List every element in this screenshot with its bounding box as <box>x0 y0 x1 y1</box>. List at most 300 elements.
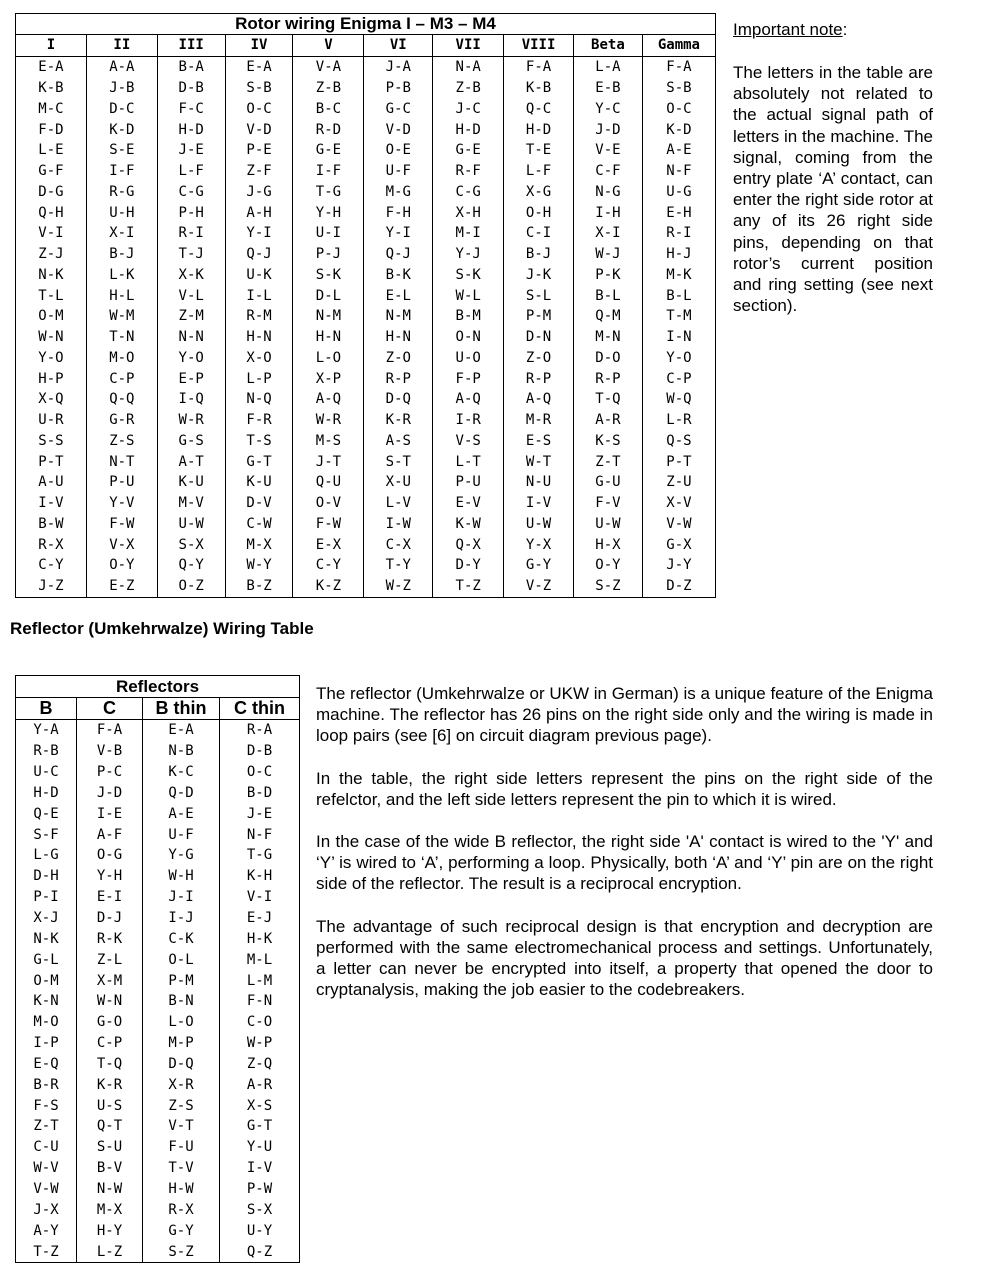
reflector-wiring-cell: N-F <box>220 824 300 845</box>
reflector-wiring-cell: W-V <box>16 1158 77 1179</box>
reflector-wiring-cell: D-H <box>16 866 77 887</box>
reflector-wiring-cell: M-P <box>143 1033 220 1054</box>
rotor-wiring-cell: U-O <box>433 348 504 369</box>
rotor-wiring-cell: D-Z <box>642 576 715 597</box>
rotor-wiring-cell: O-V <box>293 493 364 514</box>
reflector-wiring-cell: S-F <box>16 824 77 845</box>
rotor-wiring-cell: N-M <box>364 306 433 327</box>
rotor-wiring-cell: B-W <box>16 514 87 535</box>
rotor-wiring-cell: T-Z <box>433 576 504 597</box>
reflector-wiring-cell: S-Z <box>143 1241 220 1262</box>
reflector-wiring-cell: B-R <box>16 1074 77 1095</box>
reflector-wiring-cell: I-V <box>220 1158 300 1179</box>
reflector-wiring-cell: V-I <box>220 887 300 908</box>
reflector-wiring-cell: X-R <box>143 1074 220 1095</box>
rotor-wiring-cell: U-W <box>573 514 642 535</box>
rotor-wiring-cell: M-S <box>293 431 364 452</box>
rotor-wiring-cell: D-C <box>86 99 157 120</box>
rotor-wiring-cell: X-Q <box>16 389 87 410</box>
rotor-wiring-cell: E-A <box>16 57 87 78</box>
reflector-wiring-cell: O-L <box>143 949 220 970</box>
rotor-wiring-cell: I-W <box>364 514 433 535</box>
rotor-wiring-cell: J-K <box>504 265 574 286</box>
rotor-wiring-cell: X-G <box>504 182 574 203</box>
table-row <box>16 720 300 741</box>
rotor-wiring-cell: V-E <box>573 140 642 161</box>
rotor-wiring-cell: R-P <box>573 368 642 389</box>
rotor-wiring-cell: B-Z <box>225 576 293 597</box>
reflector-description <box>316 683 933 1021</box>
reflector-wiring-cell: K-C <box>143 762 220 783</box>
reflector-wiring-cell: M-X <box>77 1199 143 1220</box>
reflector-wiring-cell: D-J <box>77 908 143 929</box>
rotor-wiring-cell: U-W <box>504 514 574 535</box>
reflector-wiring-cell: J-X <box>16 1199 77 1220</box>
rotor-wiring-cell: X-O <box>225 348 293 369</box>
rotor-wiring-cell: Y-I <box>364 223 433 244</box>
rotor-wiring-cell: Z-F <box>225 161 293 182</box>
table-row <box>16 431 716 452</box>
rotor-wiring-cell: W-Z <box>364 576 433 597</box>
rotor-wiring-cell: S-L <box>504 285 574 306</box>
rotor-wiring-cell: U-H <box>86 202 157 223</box>
rotor-wiring-cell: G-T <box>225 451 293 472</box>
reflector-wiring-cell: Q-T <box>77 1116 143 1137</box>
rotor-wiring-cell: Z-U <box>642 472 715 493</box>
rotor-wiring-cell: K-B <box>16 78 87 99</box>
rotor-wiring-cell: G-R <box>86 410 157 431</box>
rotor-wiring-cell: Y-O <box>16 348 87 369</box>
rotor-wiring-cell: E-P <box>157 368 225 389</box>
reflector-wiring-cell: C-K <box>143 928 220 949</box>
rotor-wiring-cell: S-B <box>642 78 715 99</box>
rotor-wiring-cell: U-W <box>157 514 225 535</box>
rotor-wiring-cell: H-N <box>364 327 433 348</box>
table-row <box>16 1220 300 1241</box>
reflector-wiring-cell: N-B <box>143 741 220 762</box>
rotor-wiring-cell: Q-Q <box>86 389 157 410</box>
rotor-wiring-cell: T-M <box>642 306 715 327</box>
rotor-wiring-cell: W-M <box>86 306 157 327</box>
rotor-wiring-cell: C-P <box>86 368 157 389</box>
rotor-wiring-cell: O-Y <box>573 555 642 576</box>
reflector-wiring-cell: R-A <box>220 720 300 741</box>
rotor-wiring-cell: T-G <box>293 182 364 203</box>
rotor-wiring-cell: K-Z <box>293 576 364 597</box>
table-row <box>16 182 716 203</box>
rotor-wiring-cell: D-L <box>293 285 364 306</box>
rotor-wiring-cell: G-E <box>293 140 364 161</box>
reflector-wiring-cell: B-D <box>220 783 300 804</box>
reflector-wiring-cell: G-Y <box>143 1220 220 1241</box>
rotor-wiring-cell: O-C <box>642 99 715 120</box>
reflector-wiring-cell: M-O <box>16 1012 77 1033</box>
rotor-wiring-cell: I-V <box>16 493 87 514</box>
reflector-column-header: B <box>16 698 77 720</box>
table-row <box>16 327 716 348</box>
rotor-wiring-cell: A-A <box>86 57 157 78</box>
rotor-wiring-cell: P-U <box>433 472 504 493</box>
reflector-wiring-cell: T-Z <box>16 1241 77 1262</box>
rotor-wiring-cell: P-B <box>364 78 433 99</box>
rotor-wiring-cell: K-B <box>504 78 574 99</box>
reflector-wiring-cell: T-G <box>220 845 300 866</box>
reflector-wiring-cell: P-I <box>16 887 77 908</box>
table-row <box>16 1137 300 1158</box>
reflector-wiring-cell: S-U <box>77 1137 143 1158</box>
rotor-wiring-cell: Q-M <box>573 306 642 327</box>
rotor-wiring-cell: C-G <box>157 182 225 203</box>
table-row <box>16 1158 300 1179</box>
reflector-wiring-cell: J-E <box>220 803 300 824</box>
reflector-section-heading: Reflector (Umkehrwalze) Wiring Table <box>10 619 314 638</box>
rotor-wiring-cell: I-F <box>293 161 364 182</box>
reflector-wiring-cell: P-W <box>220 1179 300 1200</box>
rotor-wiring-cell: K-D <box>642 119 715 140</box>
rotor-wiring-cell: D-G <box>16 182 87 203</box>
reflector-wiring-cell: E-Q <box>16 1054 77 1075</box>
reflector-wiring-cell: G-T <box>220 1116 300 1137</box>
table-row <box>16 244 716 265</box>
rotor-column-header: I <box>16 35 87 57</box>
table-row <box>16 1241 300 1262</box>
rotor-wiring-cell: A-R <box>573 410 642 431</box>
reflector-wiring-cell: E-A <box>143 720 220 741</box>
reflector-wiring-cell: C-U <box>16 1137 77 1158</box>
rotor-wiring-cell: W-R <box>293 410 364 431</box>
rotor-wiring-cell: W-R <box>157 410 225 431</box>
rotor-wiring-cell: L-T <box>433 451 504 472</box>
rotor-wiring-cell: J-T <box>293 451 364 472</box>
reflector-wiring-cell: V-T <box>143 1116 220 1137</box>
reflector-wiring-cell: G-L <box>16 949 77 970</box>
reflector-wiring-cell: T-V <box>143 1158 220 1179</box>
rotor-wiring-cell: C-Y <box>16 555 87 576</box>
rotor-wiring-cell: I-H <box>573 202 642 223</box>
rotor-wiring-cell: Z-J <box>16 244 87 265</box>
table-row <box>16 845 300 866</box>
rotor-wiring-cell: Q-Y <box>157 555 225 576</box>
rotor-wiring-table <box>15 13 716 598</box>
table-row <box>16 1179 300 1200</box>
table-row <box>16 368 716 389</box>
reflector-wiring-cell: U-Y <box>220 1220 300 1241</box>
rotor-wiring-cell: P-T <box>16 451 87 472</box>
rotor-wiring-cell: Z-O <box>504 348 574 369</box>
rotor-wiring-cell: M-K <box>642 265 715 286</box>
rotor-wiring-cell: Q-S <box>642 431 715 452</box>
rotor-wiring-cell: C-Y <box>293 555 364 576</box>
rotor-wiring-cell: C-G <box>433 182 504 203</box>
rotor-wiring-cell: S-E <box>86 140 157 161</box>
reflector-wiring-cell: V-W <box>16 1179 77 1200</box>
table-row <box>16 1074 300 1095</box>
table-row <box>16 576 716 597</box>
rotor-wiring-cell: Z-O <box>364 348 433 369</box>
rotor-wiring-cell: R-F <box>433 161 504 182</box>
reflector-wiring-cell: X-S <box>220 1095 300 1116</box>
reflector-wiring-table <box>15 675 300 1263</box>
table-row <box>16 1012 300 1033</box>
rotor-wiring-cell: V-I <box>16 223 87 244</box>
reflector-wiring-cell: O-M <box>16 970 77 991</box>
rotor-wiring-cell: G-E <box>433 140 504 161</box>
rotor-wiring-cell: K-W <box>433 514 504 535</box>
rotor-column-header: Beta <box>573 35 642 57</box>
table-row <box>16 762 300 783</box>
reflector-wiring-cell: G-O <box>77 1012 143 1033</box>
reflector-wiring-cell: Y-A <box>16 720 77 741</box>
rotor-wiring-cell: X-P <box>293 368 364 389</box>
rotor-wiring-cell: V-D <box>364 119 433 140</box>
rotor-wiring-cell: W-Q <box>642 389 715 410</box>
rotor-wiring-cell: A-T <box>157 451 225 472</box>
reflector-wiring-cell: M-L <box>220 949 300 970</box>
reflector-wiring-cell: Y-H <box>77 866 143 887</box>
reflector-wiring-cell: Q-Z <box>220 1241 300 1262</box>
table-row <box>16 78 716 99</box>
rotor-wiring-cell: A-E <box>642 140 715 161</box>
rotor-wiring-cell: N-A <box>433 57 504 78</box>
rotor-wiring-cell: A-H <box>225 202 293 223</box>
rotor-wiring-cell: N-U <box>504 472 574 493</box>
rotor-wiring-cell: L-F <box>157 161 225 182</box>
reflector-table-title: Reflectors <box>16 676 300 698</box>
rotor-wiring-cell: T-E <box>504 140 574 161</box>
important-note-title <box>733 20 847 40</box>
rotor-wiring-cell: P-E <box>225 140 293 161</box>
rotor-wiring-cell: S-B <box>225 78 293 99</box>
rotor-wiring-cell: N-G <box>573 182 642 203</box>
rotor-column-header: V <box>293 35 364 57</box>
rotor-wiring-cell: O-Z <box>157 576 225 597</box>
table-row <box>16 57 716 78</box>
rotor-wiring-cell: B-L <box>573 285 642 306</box>
table-row <box>16 928 300 949</box>
rotor-wiring-cell: D-N <box>504 327 574 348</box>
rotor-wiring-cell: J-Z <box>16 576 87 597</box>
rotor-header-row <box>16 35 716 57</box>
rotor-wiring-cell: S-S <box>16 431 87 452</box>
rotor-wiring-cell: W-N <box>16 327 87 348</box>
rotor-wiring-cell: F-W <box>293 514 364 535</box>
reflector-paragraph: The reflector (Umkehrwalze or UKW in German) is a unique feature of the Enigma machine. The reflector has 26 pins on the right side only and the wiring is made in loop pairs (see [6] on circuit diagram previous page). <box>316 684 933 746</box>
reflector-wiring-cell: Q-D <box>143 783 220 804</box>
table-row <box>16 866 300 887</box>
reflector-paragraph: The advantage of such reciprocal design is that encryption and decryption are performed with the same electromechanical process and settings. Unfortunately, a letter can never be encrypted into itself, a property that opened the door to cryptanalysis, making the job easier to the codebreakers. <box>316 916 933 1000</box>
reflector-wiring-cell: D-B <box>220 741 300 762</box>
rotor-wiring-cell: X-I <box>573 223 642 244</box>
reflector-wiring-cell: A-R <box>220 1074 300 1095</box>
reflector-wiring-cell: Z-S <box>143 1095 220 1116</box>
rotor-wiring-cell: F-C <box>157 99 225 120</box>
table-row <box>16 265 716 286</box>
table-row <box>16 1054 300 1075</box>
rotor-wiring-cell: Y-C <box>573 99 642 120</box>
reflector-wiring-cell: K-H <box>220 866 300 887</box>
table-row <box>16 991 300 1012</box>
rotor-wiring-cell: S-K <box>433 265 504 286</box>
rotor-wiring-cell: F-W <box>86 514 157 535</box>
rotor-wiring-cell: Z-B <box>293 78 364 99</box>
reflector-wiring-cell: I-E <box>77 803 143 824</box>
rotor-wiring-cell: Y-V <box>86 493 157 514</box>
reflector-wiring-cell: U-S <box>77 1095 143 1116</box>
table-row <box>16 783 300 804</box>
table-row <box>16 472 716 493</box>
reflector-wiring-cell: H-K <box>220 928 300 949</box>
rotor-column-header: VI <box>364 35 433 57</box>
table-row <box>16 803 300 824</box>
rotor-wiring-cell: R-M <box>225 306 293 327</box>
rotor-wiring-cell: M-R <box>504 410 574 431</box>
rotor-wiring-cell: Z-M <box>157 306 225 327</box>
rotor-wiring-cell: A-S <box>364 431 433 452</box>
rotor-wiring-cell: I-F <box>86 161 157 182</box>
rotor-wiring-cell: H-P <box>16 368 87 389</box>
table-row <box>16 306 716 327</box>
rotor-wiring-cell: D-Q <box>364 389 433 410</box>
rotor-wiring-cell: L-R <box>642 410 715 431</box>
rotor-wiring-cell: O-C <box>225 99 293 120</box>
rotor-wiring-cell: P-H <box>157 202 225 223</box>
rotor-wiring-cell: Z-T <box>573 451 642 472</box>
rotor-wiring-cell: T-S <box>225 431 293 452</box>
reflector-wiring-cell: A-Y <box>16 1220 77 1241</box>
rotor-wiring-cell: W-J <box>573 244 642 265</box>
rotor-wiring-cell: S-T <box>364 451 433 472</box>
rotor-wiring-cell: F-H <box>364 202 433 223</box>
table-row <box>16 887 300 908</box>
rotor-wiring-cell: N-K <box>16 265 87 286</box>
rotor-wiring-cell: T-L <box>16 285 87 306</box>
reflector-wiring-cell: K-R <box>77 1074 143 1095</box>
rotor-wiring-cell: N-T <box>86 451 157 472</box>
reflector-wiring-cell: H-Y <box>77 1220 143 1241</box>
reflector-wiring-cell: Y-G <box>143 845 220 866</box>
rotor-wiring-cell: E-V <box>433 493 504 514</box>
rotor-wiring-cell: Q-C <box>504 99 574 120</box>
rotor-wiring-cell: U-I <box>293 223 364 244</box>
rotor-wiring-cell: C-I <box>504 223 574 244</box>
rotor-wiring-cell: A-Q <box>293 389 364 410</box>
rotor-wiring-cell: D-O <box>573 348 642 369</box>
rotor-wiring-cell: J-G <box>225 182 293 203</box>
reflector-wiring-cell: B-N <box>143 991 220 1012</box>
rotor-wiring-cell: N-N <box>157 327 225 348</box>
important-note-title-suffix: : <box>842 20 848 39</box>
reflector-paragraph: In the case of the wide B reflector, the right side 'A' contact is wired to the 'Y' and ‘Y’ is wired to ‘A’, performing a loop. Physically, both ‘A’ and ‘Y’ pin are on the right side of the reflector. The result is a reciprocal encryption. <box>316 832 933 894</box>
rotor-wiring-cell: B-M <box>433 306 504 327</box>
rotor-wiring-cell: M-O <box>86 348 157 369</box>
rotor-wiring-cell: V-W <box>642 514 715 535</box>
reflector-wiring-cell: P-M <box>143 970 220 991</box>
rotor-wiring-cell: L-V <box>364 493 433 514</box>
rotor-wiring-cell: T-N <box>86 327 157 348</box>
rotor-wiring-cell: G-F <box>16 161 87 182</box>
rotor-wiring-cell: Y-O <box>642 348 715 369</box>
rotor-wiring-cell: Y-O <box>157 348 225 369</box>
rotor-wiring-cell: B-A <box>157 57 225 78</box>
rotor-wiring-cell: S-Z <box>573 576 642 597</box>
rotor-wiring-cell: O-H <box>504 202 574 223</box>
rotor-wiring-cell: O-Y <box>86 555 157 576</box>
rotor-wiring-cell: J-D <box>573 119 642 140</box>
rotor-wiring-cell: E-S <box>504 431 574 452</box>
table-row <box>16 741 300 762</box>
reflector-wiring-cell: L-G <box>16 845 77 866</box>
reflector-wiring-cell: E-J <box>220 908 300 929</box>
reflector-wiring-cell: R-X <box>143 1199 220 1220</box>
reflector-wiring-cell: E-I <box>77 887 143 908</box>
rotor-wiring-cell: H-X <box>573 534 642 555</box>
rotor-wiring-cell: T-J <box>157 244 225 265</box>
rotor-wiring-cell: Z-S <box>86 431 157 452</box>
rotor-wiring-cell: O-N <box>433 327 504 348</box>
table-row <box>16 410 716 431</box>
rotor-wiring-cell: Y-H <box>293 202 364 223</box>
rotor-wiring-cell: J-A <box>364 57 433 78</box>
table-row <box>16 348 716 369</box>
reflector-wiring-cell: C-O <box>220 1012 300 1033</box>
rotor-wiring-cell: X-U <box>364 472 433 493</box>
rotor-wiring-cell: L-P <box>225 368 293 389</box>
rotor-wiring-cell: F-V <box>573 493 642 514</box>
table-row <box>16 514 716 535</box>
reflector-wiring-cell: L-M <box>220 970 300 991</box>
rotor-wiring-cell: V-D <box>225 119 293 140</box>
rotor-wiring-cell: K-R <box>364 410 433 431</box>
rotor-wiring-cell: W-Y <box>225 555 293 576</box>
rotor-wiring-cell: U-R <box>16 410 87 431</box>
rotor-wiring-cell: A-Q <box>504 389 574 410</box>
rotor-wiring-cell: L-K <box>86 265 157 286</box>
reflector-wiring-cell: A-F <box>77 824 143 845</box>
rotor-wiring-cell: L-E <box>16 140 87 161</box>
rotor-wiring-cell: Q-X <box>433 534 504 555</box>
rotor-table-body <box>16 57 716 598</box>
reflector-wiring-cell: F-U <box>143 1137 220 1158</box>
rotor-wiring-cell: Q-H <box>16 202 87 223</box>
rotor-wiring-cell: P-T <box>642 451 715 472</box>
rotor-wiring-cell: H-L <box>86 285 157 306</box>
rotor-wiring-cell: T-Y <box>364 555 433 576</box>
rotor-wiring-cell: Q-J <box>225 244 293 265</box>
reflector-wiring-cell: R-B <box>16 741 77 762</box>
rotor-wiring-cell: G-X <box>642 534 715 555</box>
rotor-wiring-cell: I-Q <box>157 389 225 410</box>
reflector-wiring-cell: O-C <box>220 762 300 783</box>
rotor-wiring-cell: J-Y <box>642 555 715 576</box>
rotor-wiring-cell: X-I <box>86 223 157 244</box>
reflector-wiring-cell: F-S <box>16 1095 77 1116</box>
rotor-wiring-cell: R-G <box>86 182 157 203</box>
rotor-wiring-cell: H-J <box>642 244 715 265</box>
reflector-wiring-cell: F-A <box>77 720 143 741</box>
rotor-wiring-cell: R-I <box>642 223 715 244</box>
rotor-column-header: Gamma <box>642 35 715 57</box>
table-row <box>16 285 716 306</box>
rotor-wiring-cell: L-O <box>293 348 364 369</box>
reflector-column-header: C thin <box>220 698 300 720</box>
rotor-wiring-cell: S-X <box>157 534 225 555</box>
table-row <box>16 99 716 120</box>
rotor-wiring-cell: P-M <box>504 306 574 327</box>
rotor-wiring-cell: M-V <box>157 493 225 514</box>
table-row <box>16 389 716 410</box>
reflector-wiring-cell: B-V <box>77 1158 143 1179</box>
reflector-wiring-cell: W-H <box>143 866 220 887</box>
